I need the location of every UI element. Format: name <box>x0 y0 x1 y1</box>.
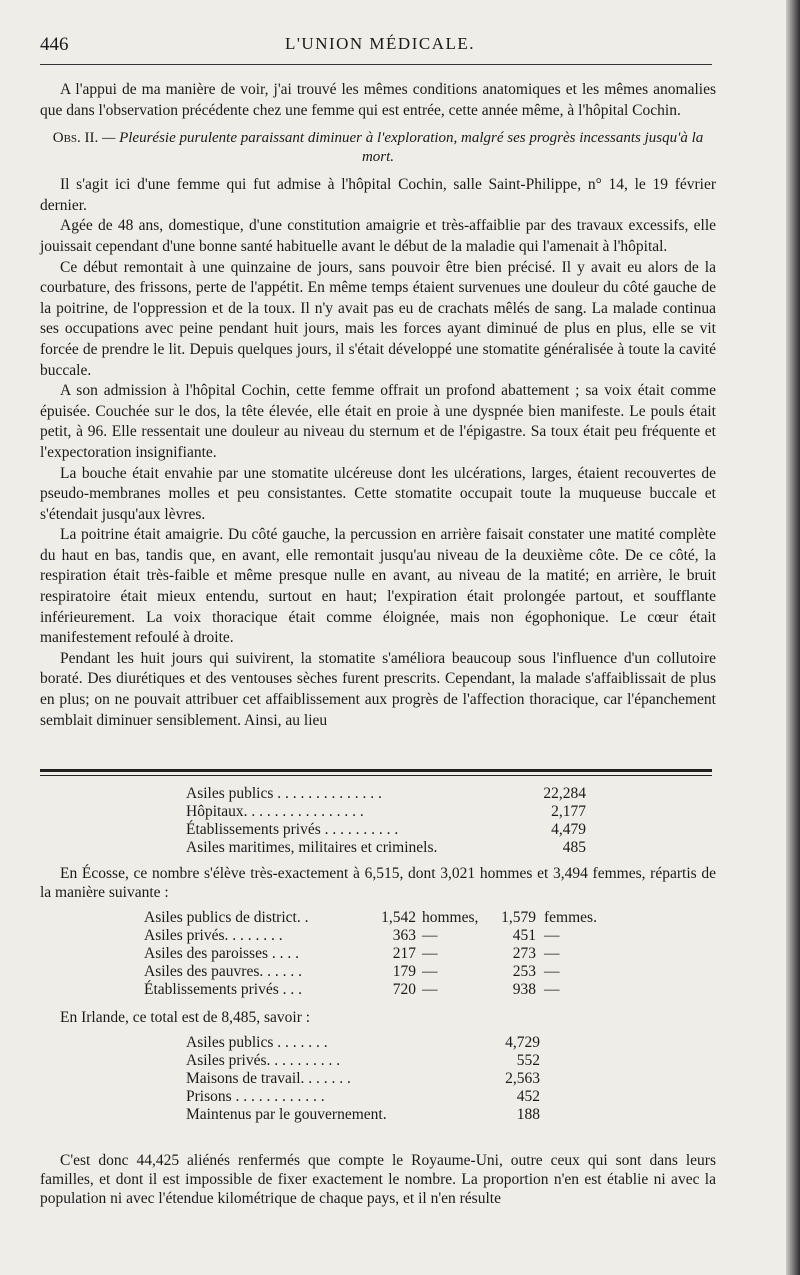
feuilleton-section <box>40 784 716 1224</box>
observation-heading <box>40 129 716 167</box>
paragraph: Agée de 48 ans, domestique, d'une constitution amaigrie et très-affaiblie par des travaux excessifs, elle jouissait cependant d'une bonne santé habituelle avant le début de la maladie qui l'amenait à l'hôpital. <box>40 217 716 255</box>
table-row: Établissements privés . . . . . . . . . . 4,479 <box>186 821 586 838</box>
england-table <box>186 784 586 856</box>
table-row: Hôpitaux. . . . . . . . . . . . . . . . 2,177 <box>186 803 586 820</box>
table-row: Maintenus par le gouvernement. 188 <box>186 1106 540 1123</box>
scotland-table <box>144 908 604 1000</box>
table-row: Maisons de travail. . . . . . . 2,563 <box>186 1070 540 1087</box>
table-row: Asiles privés. . . . . . . . 363 — 451 — <box>144 927 560 944</box>
intro-paragraph: A l'appui de ma manière de voir, j'ai trouvé les mêmes conditions anatomiques et les mêmes anomalies que dans l'observation précédente chez une femme qui est entrée, cette année même, à l'hôpital Cochin. <box>40 81 716 119</box>
table-row: Asiles publics . . . . . . . . . . . . . . 22,284 <box>186 785 586 802</box>
paragraph: Pendant les huit jours qui suivirent, la stomatite s'améliora beaucoup sous l'influence d'un collutoire boraté. Des diurétiques et des ventouses sèches furent prescrits. Cependant, la malade s'affaiblissait de plus en plus; on ne pouvait attribuer cet affaiblissement aux progrès de l'affection thoracique, car l'épanchement semblait diminuer sensiblement. Ainsi, au lieu <box>40 649 716 729</box>
scotland-paragraph: En Écosse, ce nombre s'élève très-exactement à 6,515, dont 3,021 hommes et 3,494 femmes, répartis de la manière suivante : <box>40 865 716 901</box>
closing-paragraph: C'est donc 44,425 aliénés renfermés que compte le Royaume-Uni, outre ceux qui sont dans leurs familles, et dont il est impossible de fixer exactement le nombre. La proportion n'en est établie ni avec la population ni avec l'étendue kilométrique de chaque pays, et il n'en résulte <box>40 1152 716 1207</box>
page-header <box>40 34 720 60</box>
table-row: Asiles publics . . . . . . . 4,729 <box>186 1034 540 1051</box>
table-row: Asiles des pauvres. . . . . . 179 — 253 — <box>144 963 560 980</box>
ireland-paragraph: En Irlande, ce total est de 8,485, savoir : <box>60 1009 311 1026</box>
section-divider <box>40 769 712 772</box>
table-row: Asiles privés. . . . . . . . . . 552 <box>186 1052 540 1069</box>
paragraph: Il s'agit ici d'une femme qui fut admise à l'hôpital Cochin, salle Saint-Philippe, n° 14, le 19 février dernier. <box>40 176 716 214</box>
paragraph: La bouche était envahie par une stomatite ulcéreuse dont les ulcérations, larges, étaient recouvertes de pseudo-membranes molles et peu consistantes. Cette stomatite occupait toute la muqueuse buccale et s'étendait jusqu'aux lèvres. <box>40 464 716 523</box>
observation-title: — Pleurésie purulente paraissant diminuer à l'exploration, malgré ses progrès incessants jusqu'à la mort. <box>98 130 704 166</box>
running-title: L'UNION MÉDICALE. <box>284 34 476 53</box>
paragraph: Ce début remontait à une quinzaine de jours, sans pouvoir être bien précisé. Il y avait eu alors de la courbature, des frissons, perte de l'appétit. En même temps étaient survenues une douleur du côté gauche de la poitrine, de l'oppression et de la toux. Il n'y avait pas eu de crachats mêlés de sang. La malade continua ses occupations avec peine pendant huit jours, mais les forces ayant diminué de plus en plus, elle se vit forcée de prendre le lit. Depuis quelques jours, il s'était développé une stomatite généralisée à toute la cavité buccale. <box>40 258 716 379</box>
ireland-table <box>186 1033 586 1143</box>
table-row: Asiles publics de district. . 1,542 hommes, 1,579 femmes. <box>144 909 597 926</box>
observation-label: Obs. II. <box>52 130 99 147</box>
section-divider <box>40 775 712 776</box>
page-number: 446 <box>40 34 69 55</box>
page-edge-shadow <box>786 0 800 1275</box>
paragraph: La poitrine était amaigrie. Du côté gauche, la percussion en arrière faisait constater une matité complète du haut en bas, tandis que, en avant, elle remontait jusqu'au niveau de la deuxième côte. De ce côté, la respiration était très-faible et même presque nulle en avant, au niveau de la matité; en arrière, le bruit respiratoire était mieux entendu, surtout en haut; l'expiration était prolongée partout, et soufflante inférieurement. La voix thoracique était comme éloignée, mais non égophonique. Le cœur était manifestement refoulé à droite. <box>40 526 716 647</box>
table-row: Prisons . . . . . . . . . . . . 452 <box>186 1088 540 1105</box>
table-row: Asiles des paroisses . . . . 217 — 273 — <box>144 945 560 962</box>
table-row: Établissements privés . . . 720 — 938 — <box>144 981 560 998</box>
header-rule <box>40 64 712 65</box>
table-row: Asiles maritimes, militaires et criminels. 485 <box>186 839 586 856</box>
article-body <box>40 80 716 731</box>
paragraph: A son admission à l'hôpital Cochin, cette femme offrait un profond abattement ; sa voix était comme épuisée. Couchée sur le dos, la tête élevée, elle était en proie à une dyspnée bien manifeste. Le pouls était petit, à 96. Elle ressentait une douleur au niveau du sternum et de l'épigastre. Sa toux était peu fréquente et l'expectoration insignifiante. <box>40 382 716 461</box>
